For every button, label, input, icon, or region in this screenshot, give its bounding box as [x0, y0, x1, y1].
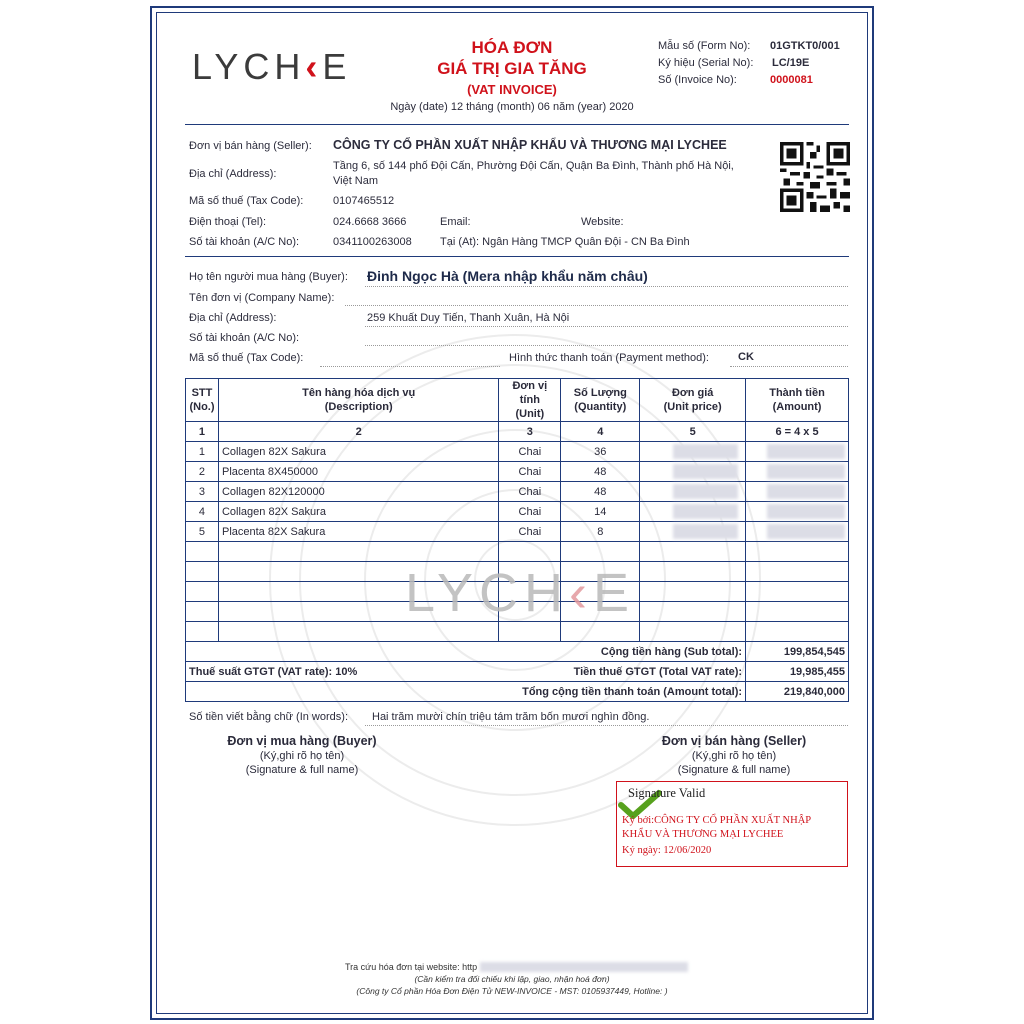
seller-bank: Tại (At): Ngân Hàng TMCP Quân Đội - CN Ba Đình — [440, 236, 690, 248]
buyer-account-label: Số tài khoản (A/C No): — [189, 332, 300, 344]
amount-total-value: 219,840,000 — [746, 682, 849, 702]
seller-signature-title: Đơn vị bán hàng (Seller) — [661, 734, 807, 748]
dotted-line — [365, 326, 848, 327]
row-description: Placenta 82X Sakura — [218, 522, 498, 542]
header-no — [186, 379, 219, 422]
row-no: 5 — [186, 522, 219, 542]
row-unit-price-redacted — [640, 482, 746, 502]
row-quantity: 48 — [561, 482, 640, 502]
header-text: (Quantity) — [574, 401, 627, 413]
row-unit: Chai — [499, 462, 561, 482]
table-header-row — [186, 379, 849, 422]
row-unit: Chai — [499, 522, 561, 542]
row-unit-price-redacted — [640, 462, 746, 482]
buyer-signature-title: Đơn vị mua hàng (Buyer) — [227, 734, 377, 748]
header-description — [218, 379, 498, 422]
header-text: (No.) — [189, 401, 215, 413]
header-unit-price — [640, 379, 746, 422]
in-words-label: Số tiền viết bằng chữ (In words): — [189, 711, 348, 723]
dotted-line — [365, 345, 848, 346]
signed-by-line1: Ký bởi:CÔNG TY CỔ PHẦN XUẤT NHẬP — [622, 815, 812, 826]
dotted-line — [730, 366, 848, 367]
lookup-url-redacted — [480, 962, 688, 972]
invoice-title-vi1: HÓA ĐƠN — [471, 38, 553, 57]
vat-total-label: Tiền thuế GTGT (Total VAT rate): — [499, 662, 746, 682]
row-amount-redacted — [746, 482, 849, 502]
seller-address-label: Địa chỉ (Address): — [189, 168, 277, 180]
buyer-company-label: Tên đơn vị (Company Name): — [189, 292, 335, 304]
row-description: Collagen 82X120000 — [218, 482, 498, 502]
payment-method: CK — [738, 351, 754, 363]
index-cell: 3 — [499, 422, 561, 442]
index-cell: 6 = 4 x 5 — [746, 422, 849, 442]
seller-tel-label: Điện thoại (Tel): — [189, 216, 267, 228]
qr-code — [780, 142, 850, 212]
table-row — [186, 462, 849, 482]
index-cell: 4 — [561, 422, 640, 442]
header-text: STT — [191, 387, 213, 399]
logo-letters: LYCH‹E — [192, 46, 352, 87]
seller-email-label: Email: — [440, 216, 471, 228]
header-text: Đơn vị tính — [512, 380, 548, 406]
invoice-title-en: (VAT INVOICE) — [467, 82, 557, 97]
row-unit-price-redacted — [640, 502, 746, 522]
table-row — [186, 482, 849, 502]
invoice-title-vi2: GIÁ TRỊ GIA TĂNG — [437, 59, 587, 78]
row-unit-price-redacted — [640, 522, 746, 542]
seller-account: 0341100263008 — [333, 236, 412, 248]
row-description: Placenta 8X450000 — [218, 462, 498, 482]
footer-note2: (Công ty Cổ phần Hóa Đơn Điện Tử NEW-INVOICE - MST: 0105937449, Hotline: ) — [356, 986, 668, 996]
seller-address-line1: Tầng 6, số 144 phố Đội Cấn, Phường Đội Cấn, Quận Ba Đình, Thành phố Hà Nội, — [333, 160, 734, 172]
footer-note1: (Cần kiểm tra đối chiếu khi lập, giao, nhận hoá đơn) — [414, 974, 610, 984]
row-quantity: 48 — [561, 462, 640, 482]
signed-date: Ký ngày: 12/06/2020 — [622, 845, 712, 856]
row-unit: Chai — [499, 502, 561, 522]
subtotal-row — [186, 642, 849, 662]
header-text: Đơn giá — [671, 387, 714, 399]
row-no: 4 — [186, 502, 219, 522]
index-cell: 2 — [218, 422, 498, 442]
seller-tel: 024.6668 3666 — [333, 216, 407, 228]
form-no: 01GTKT0/001 — [770, 40, 840, 52]
buyer-tax-label: Mã số thuế (Tax Code): — [189, 352, 304, 364]
vat-total-value: 19,985,455 — [746, 662, 849, 682]
row-no: 1 — [186, 442, 219, 462]
invoice-date: Ngày (date) 12 tháng (month) 06 năm (year) 2020 — [390, 101, 634, 113]
header-text: (Description) — [324, 401, 393, 413]
signed-by-line2: KHẨU VÀ THƯƠNG MẠI LYCHEE — [622, 829, 784, 840]
serial-no: LC/19E — [772, 57, 810, 69]
seller-website-label: Website: — [581, 216, 624, 228]
divider — [185, 124, 849, 125]
vat-rate: Thuế suất GTGT (VAT rate): 10% — [186, 662, 499, 682]
empty-row — [186, 622, 849, 642]
signature-valid-text: Signature Valid — [628, 786, 706, 800]
buyer-name: Đinh Ngọc Hà (Mera nhập khẩu năm châu) — [367, 268, 648, 284]
buyer-signature-sub2: (Signature & full name) — [245, 764, 359, 776]
buyer-signature-sub1: (Ký,ghi rõ họ tên) — [259, 750, 345, 762]
header-text: (Unit price) — [663, 401, 722, 413]
seller-account-label: Số tài khoản (A/C No): — [189, 236, 300, 248]
row-amount-redacted — [746, 522, 849, 542]
dotted-line — [365, 286, 848, 287]
logo-watermark: LYCH‹E — [405, 563, 636, 623]
divider — [185, 256, 849, 257]
row-unit: Chai — [499, 482, 561, 502]
table-row — [186, 522, 849, 542]
vat-row — [186, 662, 849, 682]
form-no-label: Mẫu số (Form No): — [658, 40, 751, 52]
index-cell: 1 — [186, 422, 219, 442]
lookup-text: Tra cứu hóa đơn tại website: http — [345, 962, 478, 972]
header-text: Tên hàng hóa dịch vụ — [302, 387, 416, 399]
subtotal-value: 199,854,545 — [746, 642, 849, 662]
row-quantity: 36 — [561, 442, 640, 462]
row-description: Collagen 82X Sakura — [218, 442, 498, 462]
invoice-no: 0000081 — [770, 74, 813, 86]
buyer-address: 259 Khuất Duy Tiến, Thanh Xuân, Hà Nội — [367, 312, 570, 324]
dotted-line — [365, 725, 848, 726]
header-text: (Amount) — [772, 401, 822, 413]
dotted-line — [345, 305, 848, 306]
header-amount — [746, 379, 849, 422]
row-amount-redacted — [746, 462, 849, 482]
row-quantity: 8 — [561, 522, 640, 542]
row-no: 2 — [186, 462, 219, 482]
row-unit-price-redacted — [640, 442, 746, 462]
logo — [192, 46, 351, 88]
payment-label: Hình thức thanh toán (Payment method): — [509, 352, 709, 364]
row-description: Collagen 82X Sakura — [218, 502, 498, 522]
row-unit: Chai — [499, 442, 561, 462]
header-unit — [499, 379, 561, 422]
seller-address-line2: Việt Nam — [333, 175, 379, 187]
row-amount-redacted — [746, 442, 849, 462]
header-text: (Unit) — [515, 408, 545, 420]
header-quantity — [561, 379, 640, 422]
row-quantity: 14 — [561, 502, 640, 522]
seller-name: CÔNG TY CỔ PHẦN XUẤT NHẬP KHẨU VÀ THƯƠNG MẠI LYCHEE — [333, 138, 727, 152]
invoice-no-label: Số (Invoice No): — [658, 74, 737, 86]
row-amount-redacted — [746, 502, 849, 522]
empty-row — [186, 542, 849, 562]
index-row — [186, 422, 849, 442]
amount-total-row — [186, 682, 849, 702]
buyer-address-label: Địa chỉ (Address): — [189, 312, 277, 324]
serial-label: Ký hiệu (Serial No): — [658, 57, 754, 69]
table-row — [186, 442, 849, 462]
dotted-line — [320, 366, 500, 367]
seller-signature-sub1: (Ký,ghi rõ họ tên) — [691, 750, 777, 762]
in-words-value: Hai trăm mười chín triệu tám trăm bốn mươi nghìn đồng. — [372, 711, 650, 723]
seller-tax-code: 0107465512 — [333, 195, 395, 207]
buyer-label: Họ tên người mua hàng (Buyer): — [189, 271, 348, 283]
seller-signature-sub2: (Signature & full name) — [677, 764, 791, 776]
header-text: Số Lượng — [573, 387, 627, 399]
subtotal-label: Cộng tiền hàng (Sub total): — [186, 642, 746, 662]
seller-label: Đơn vị bán hàng (Seller): — [189, 140, 312, 152]
seller-tax-label: Mã số thuế (Tax Code): — [189, 195, 304, 207]
row-no: 3 — [186, 482, 219, 502]
header-text: Thành tiền — [769, 387, 825, 399]
index-cell: 5 — [640, 422, 746, 442]
table-row — [186, 502, 849, 522]
amount-total-label: Tổng cộng tiền thanh toán (Amount total): — [186, 682, 746, 702]
items-table — [185, 378, 849, 702]
